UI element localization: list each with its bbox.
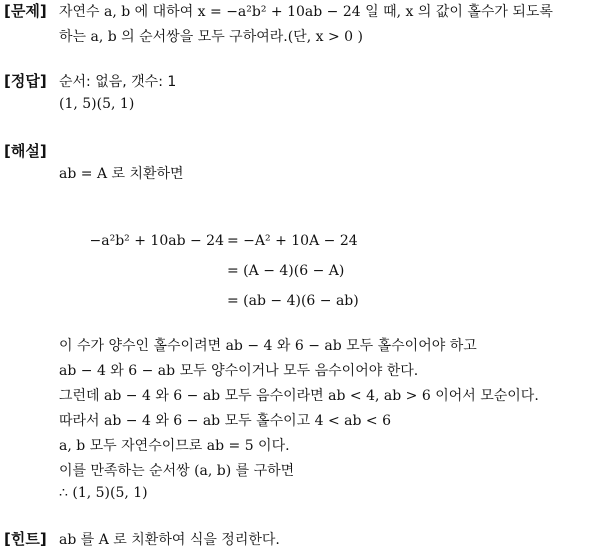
solution-line-5: a, b 모두 자연수이므로 ab = 5 이다. [59,438,290,454]
solution-intro: ab = A 로 치환하면 [59,166,184,182]
solution-line-3: 그런데 ab − 4 와 6 − ab 모두 음수이라면 ab < 4, ab > 6 이어서 모순이다. [59,388,539,404]
problem-line-1: 자연수 a, b 에 대하여 x = −a²b² + 10ab − 24 일 때, x 의 값이 홀수가 되도록 [59,4,553,20]
solution-line-2: ab − 4 와 6 − ab 모두 양수이거나 모두 음수이어야 한다. [59,363,419,379]
equation-row-3: = (ab − 4)(6 − ab) [227,293,359,309]
answer-line-2: (1, 5)(5, 1) [59,96,135,112]
answer-line-1: 순서: 없음, 갯수: 1 [59,74,177,90]
equation-lhs: −a²b² + 10ab − 24 [89,233,224,249]
hint-label: [힌트] [4,530,47,548]
solution-label: [해설] [4,142,47,160]
hint-line-1: ab 를 A 로 치환하여 식을 정리한다. [59,532,280,548]
answer-label: [정답] [4,72,47,90]
solution-line-6: 이를 만족하는 순서쌍 (a, b) 를 구하면 [59,463,295,479]
equation-row-1: = −A² + 10A − 24 [227,233,358,249]
solution-line-4: 따라서 ab − 4 와 6 − ab 모두 홀수이고 4 < ab < 6 [59,413,392,429]
solution-line-1: 이 수가 양수인 홀수이려면 ab − 4 와 6 − ab 모두 홀수이어야 하고 [59,338,477,354]
problem-label: [문제] [4,2,47,20]
equation-row-2: = (A − 4)(6 − A) [227,263,345,279]
solution-line-7: ∴ (1, 5)(5, 1) [59,485,148,501]
problem-line-2: 하는 a, b 의 순서쌍을 모두 구하여라.(단, x > 0 ) [59,29,363,45]
